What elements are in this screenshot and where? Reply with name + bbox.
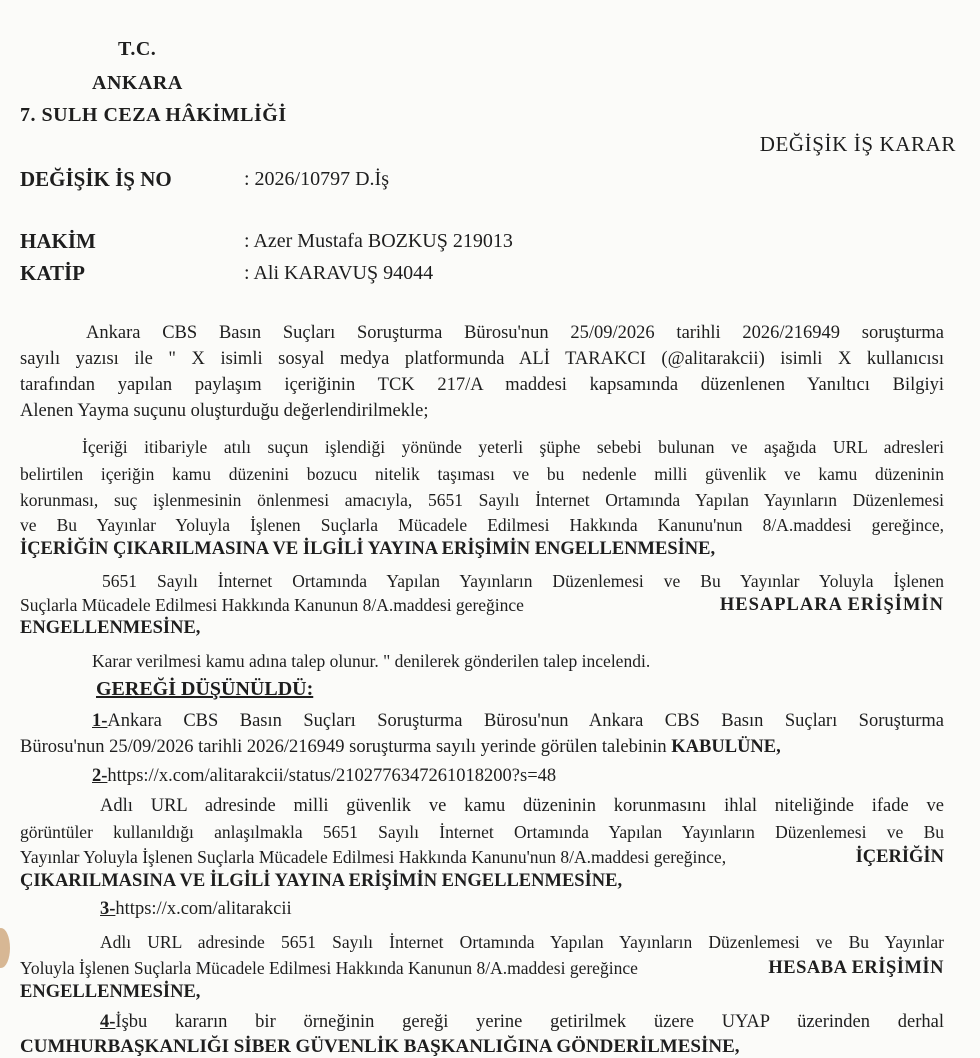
header-city: ANKARA [92,72,183,94]
paragraph-line [20,595,944,616]
paragraph-line: belirtilen içeriğin kamu düzenini bozucu nitelik taşıması ve bu nedenle milli güvenlik ve kamu düzeninin [20,464,944,484]
decision-item-3 [20,899,944,920]
paragraph-line: Alenen Yayma suçunu oluşturduğu değerlendirilmekle; [20,401,429,421]
clerk-label: KATİP [20,261,85,285]
item-url: https://x.com/alitarakcii/status/2102776347261018200?s=48 [107,766,557,786]
item-text: Ankara CBS Basın Suçları Soruşturma Bürosu'nun Ankara CBS Basın Suçları Soruşturma [107,711,944,731]
paragraph-bold-line: CUMHURBAŞKANLIĞI SİBER GÜVENLİK BAŞKANLIĞINA GÖNDERİLMESİNE, [20,1036,740,1057]
file-no-label: DEĞİŞİK İŞ NO [20,167,172,191]
item-number: 2- [92,766,108,786]
decision-item-4 [20,1012,944,1033]
paragraph-text: Suçlarla Mücadele Edilmesi Hakkında Kanunun 8/A.maddesi gereğince [20,595,524,615]
decision-heading: GEREĞİ DÜŞÜNÜLDÜ: [96,678,314,700]
paragraph-line [20,847,944,868]
item-text: Yayınlar Yoluyla İşlenen Suçlarla Mücadele Edilmesi Hakkında Kanunu'nun 8/A.maddesi gereğince, [20,847,727,867]
item-text: Yoluyla İşlenen Suçlarla Mücadele Edilmesi Hakkında Kanunun 8/A.maddesi gereğince [20,958,638,978]
paragraph-line [20,958,944,979]
paragraph-line: Karar verilmesi kamu adına talep olunur. " denilerek gönderilen talep incelendi. [92,651,651,671]
paragraph-bold-line: ENGELLENMESİNE, [20,982,201,1002]
judge-label: HAKİM [20,229,96,253]
paragraph-line: ve Bu Yayınlar Yoluyla İşlenen Suçlarla Mücadele Edilmesi Hakkında Kanunu'nun 8/A.maddesi gereğince, [20,515,944,535]
paragraph-line: Adlı URL adresinde milli güvenlik ve kamu düzeninin korunmasını ihlal niteliğinde ifade ve [100,796,944,816]
paragraph-line: 5651 Sayılı İnternet Ortamında Yapılan Yayınların Düzenlemesi ve Bu Yayınlar Yoluyla İşlenen [102,571,944,591]
paragraph-line: İçeriği itibariyle atılı suçun işlendiği yönünde yeterli şüphe sebebi bulunan ve aşağıda URL adresleri [82,437,944,457]
paragraph-line [20,737,944,758]
item-text: İşbu kararın bir örneğinin gereği yerine getirilmek üzere UYAP üzerinden derhal [115,1012,944,1032]
paragraph-bold-line: ENGELLENMESİNE, [20,618,201,638]
paragraph-line: görüntüler kullanıldığı anlaşılmakla 5651 Sayılı İnternet Ortamında Yapılan Yayınların Düzenlemesi ve Bu [20,822,944,842]
paragraph-bold-text: HESAPLARA ERİŞİMİN [719,595,944,615]
paragraph-bold-line: ÇIKARILMASINA VE İLGİLİ YAYINA ERİŞİMİN ENGELLENMESİNE, [20,871,623,891]
paragraph-bold-line: İÇERİĞİN ÇIKARILMASINA VE İLGİLİ YAYINA ERİŞİMİN ENGELLENMESİNE, [20,539,716,559]
paragraph-line: sayılı yazısı ile " X isimli sosyal medya platformunda ALİ TARAKCI (@alitarakcii) isimli X kullanıcısı [20,349,944,369]
item-url: https://x.com/alitarakcii [115,899,292,919]
paragraph-line: Adlı URL adresinde 5651 Sayılı İnternet Ortamında Yapılan Yayınların Düzenlemesi ve Bu Yayınlar [100,932,944,952]
item-bold-text: HESABA ERİŞİMİN [768,958,944,978]
item-number: 4- [100,1012,116,1032]
header-tc: T.C. [118,38,157,60]
paragraph-line: tarafından yapılan paylaşım içeriğinin TCK 217/A maddesi kapsamında düzenlenen Yanıltıcı Bilgiyi [20,375,944,395]
scan-edge-mark [0,928,10,968]
paragraph-line: Ankara CBS Basın Suçları Soruşturma Bürosu'nun 25/09/2026 tarihli 2026/216949 soruşturma [86,323,944,343]
document-type: DEĞİŞİK İŞ KARAR [759,132,956,156]
item-number: 3- [100,899,116,919]
paragraph-line: korunması, suç işlenmesinin önlenmesi amacıyla, 5651 Sayılı İnternet Ortamında Yapılan Yayınların Düzenlemesi [20,490,944,510]
decision-item-1 [20,711,944,732]
judge-value: : Azer Mustafa BOZKUŞ 219013 [244,230,513,252]
decision-item-2 [20,766,944,787]
item-bold-text: KABULÜNE, [671,737,781,757]
clerk-value: : Ali KARAVUŞ 94044 [244,262,434,284]
item-text: Bürosu'nun 25/09/2026 tarihli 2026/216949 soruşturma sayılı yerinde görülen talebinin [20,737,667,757]
item-bold-text: İÇERİĞİN [855,847,944,867]
file-no-value: : 2026/10797 D.İş [244,168,389,190]
item-number: 1- [92,711,108,731]
header-court: 7. SULH CEZA HÂKİMLİĞİ [20,104,287,126]
